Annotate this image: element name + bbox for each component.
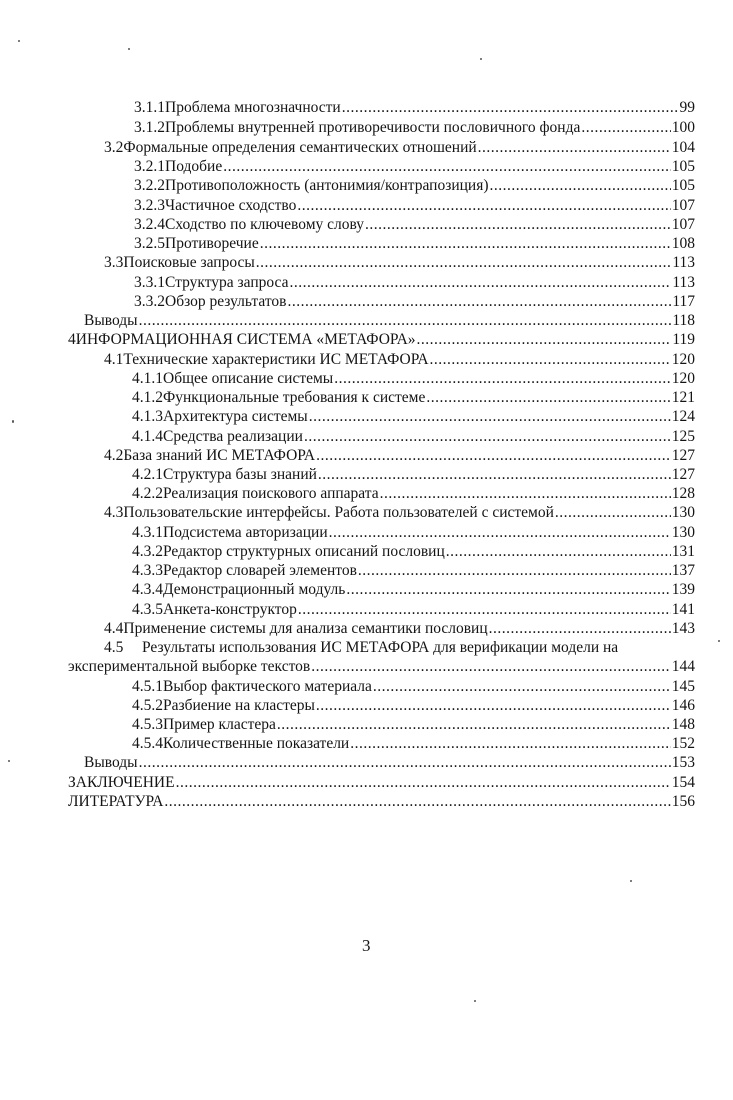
toc-leader (581, 118, 670, 137)
toc-leader (304, 427, 671, 446)
toc-page: 119 (672, 331, 695, 348)
toc-title: Частичное сходство (165, 197, 297, 214)
toc-number: 3.3.2 (134, 293, 165, 310)
toc-entry[interactable] (68, 657, 695, 676)
toc-page: 108 (671, 235, 695, 252)
toc-page: 125 (671, 428, 695, 445)
toc-title: Анкета-конструктор (163, 601, 297, 618)
toc-title: Выбор фактического материала (163, 678, 372, 695)
toc-leader (329, 523, 671, 542)
toc-leader (223, 157, 671, 176)
toc-leader (260, 234, 671, 253)
toc-leader (365, 215, 671, 234)
toc-number: 4.3.1 (132, 524, 163, 541)
toc-number: 3.3 (104, 254, 124, 271)
toc-entry[interactable] (132, 696, 695, 715)
toc-page: 113 (672, 274, 695, 291)
toc-page: 153 (671, 754, 695, 771)
toc-page: 99 (679, 99, 695, 116)
toc-entry[interactable] (132, 407, 695, 426)
toc-page: 104 (671, 139, 695, 156)
toc-page: 130 (671, 524, 695, 541)
toc-entry[interactable] (132, 427, 695, 446)
toc-entry[interactable] (104, 138, 695, 157)
toc-entry[interactable] (104, 619, 695, 638)
scan-speck (480, 58, 482, 60)
toc-leader (417, 330, 672, 349)
toc-leader (309, 407, 671, 426)
scan-speck (474, 1000, 476, 1002)
toc-leader (342, 98, 679, 117)
toc-title: Выводы (84, 312, 138, 329)
toc-page: 118 (672, 312, 695, 329)
toc-entry[interactable] (132, 542, 695, 561)
toc-entry[interactable] (134, 215, 695, 234)
toc-number: 3.3.1 (134, 274, 165, 291)
toc-page: 154 (671, 774, 695, 791)
toc-leader (139, 311, 672, 330)
toc-number: 3.2.5 (134, 235, 165, 252)
toc-number: 4.1.4 (132, 428, 163, 445)
toc-title: Разбиение на кластеры (163, 697, 315, 714)
scan-speck (8, 760, 10, 762)
toc-title: Количественные показатели (163, 735, 350, 752)
toc-leader (490, 176, 671, 195)
toc-leader (358, 561, 671, 580)
toc-page: 131 (671, 543, 695, 560)
toc-page: 127 (671, 447, 695, 464)
toc-title: Технические характеристики ИС МЕТАФОРА (123, 351, 429, 368)
toc-entry[interactable] (68, 792, 695, 811)
toc-title: Проблемы внутренней противоречивости пословичного фонда (165, 119, 581, 136)
toc-page: 130 (671, 504, 695, 521)
scan-speck (18, 40, 20, 42)
toc-leader (334, 369, 671, 388)
toc-entry[interactable] (134, 196, 695, 215)
toc-number: 4.5.3 (132, 716, 163, 733)
toc-title: Структура запроса (165, 274, 289, 291)
toc-leader (298, 600, 671, 619)
toc-number: 4.5.4 (132, 735, 163, 752)
toc-leader (277, 715, 671, 734)
toc-number: 4.5.2 (132, 697, 163, 714)
toc-leader (176, 773, 671, 792)
toc-entry[interactable] (68, 773, 695, 792)
toc-number: 4.2.1 (132, 466, 163, 483)
toc-entry[interactable] (134, 292, 695, 311)
toc-entry[interactable] (132, 580, 695, 599)
toc-leader (555, 503, 671, 522)
page-number: 3 (362, 936, 371, 955)
toc-page: 107 (671, 197, 695, 214)
toc-leader (318, 465, 671, 484)
toc-leader (256, 253, 672, 272)
toc-leader (297, 196, 670, 215)
toc-page: 139 (671, 581, 695, 598)
toc-page: 143 (671, 620, 695, 637)
toc-number: 4.3.4 (132, 581, 163, 598)
toc-entry[interactable] (132, 369, 695, 388)
toc-entry[interactable] (104, 446, 695, 465)
toc-page: 141 (671, 601, 695, 618)
toc-title: Применение системы для анализа семантики пословиц (123, 620, 488, 637)
toc-title: Пользовательские интерфейсы. Работа пользователей с системой (123, 504, 554, 521)
toc-number: 4.1.3 (132, 408, 163, 425)
toc-title: Проблема многозначности (165, 99, 341, 116)
toc-page: 146 (671, 697, 695, 714)
toc-title: Пример кластера (163, 716, 276, 733)
toc-entry[interactable] (132, 465, 695, 484)
toc-entry[interactable] (132, 484, 695, 503)
toc-number: 4.2 (104, 447, 124, 464)
toc-number: 4.1 (104, 351, 124, 368)
toc-title: Редактор словарей элементов (163, 562, 357, 579)
toc-page: 127 (671, 466, 695, 483)
toc-title: Общее описание системы (163, 370, 334, 387)
toc-page: 145 (671, 678, 695, 695)
toc-title: Подсистема авторизации (163, 524, 328, 541)
toc-leader (478, 138, 671, 157)
toc-title: База знаний ИС МЕТАФОРА (123, 447, 316, 464)
scan-speck (128, 48, 130, 50)
toc-entry[interactable] (134, 98, 695, 117)
toc-title: Средства реализации (163, 428, 303, 445)
toc-leader (139, 753, 671, 772)
toc-number: 3.2.1 (134, 158, 165, 175)
toc-title: Противоречие (165, 235, 259, 252)
toc-entry[interactable] (134, 273, 695, 292)
toc-page: 120 (671, 370, 695, 387)
toc-page: 105 (671, 177, 695, 194)
toc-entry[interactable] (132, 715, 695, 734)
toc-title: Архитектура системы (163, 408, 308, 425)
toc-title-continuation: экспериментальной выборке текстов (68, 658, 311, 675)
toc-title: Формальные определения семантических отношений (123, 139, 477, 156)
toc-page: 100 (671, 119, 695, 136)
toc-leader (380, 484, 671, 503)
toc-title: Реализация поискового аппарата (163, 485, 379, 502)
toc-page: 152 (671, 735, 695, 752)
toc-entry[interactable] (104, 350, 695, 369)
toc-leader (311, 657, 671, 676)
toc-entry[interactable] (84, 311, 695, 330)
toc-number: 3.2 (104, 139, 124, 156)
toc-number: 3.1.2 (134, 119, 165, 136)
toc-title: Результаты использования ИС МЕТАФОРА для верификации модели на (142, 639, 619, 656)
toc-page: 120 (671, 351, 695, 368)
toc-title: Редактор структурных описаний пословиц (163, 543, 445, 560)
scan-speck (12, 420, 14, 423)
toc-number: 4 (68, 331, 76, 348)
toc-number: 3.2.2 (134, 177, 165, 194)
toc-title: Подобие (165, 158, 223, 175)
toc-title: ЗАКЛЮЧЕНИЕ (68, 774, 175, 791)
toc-entry[interactable] (68, 330, 695, 349)
toc-number: 4.3 (104, 504, 124, 521)
toc-entry[interactable] (104, 503, 695, 522)
toc-entry[interactable] (132, 388, 695, 407)
toc-entry[interactable] (134, 157, 695, 176)
toc-entry[interactable] (134, 118, 695, 137)
toc-leader (489, 619, 671, 638)
toc-number: 4.2.2 (132, 485, 163, 502)
toc-entry[interactable] (134, 176, 695, 195)
toc-page: 117 (672, 293, 695, 310)
toc-leader (446, 542, 671, 561)
toc-number: 3.2.3 (134, 197, 165, 214)
toc-page: 137 (671, 562, 695, 579)
toc-page: 128 (671, 485, 695, 502)
toc-entry[interactable] (132, 734, 695, 753)
toc-entry[interactable] (132, 677, 695, 696)
toc-leader (346, 580, 670, 599)
toc-page: 148 (671, 716, 695, 733)
toc-number: 4.1.1 (132, 370, 163, 387)
toc-entry[interactable] (134, 234, 695, 253)
toc-number: 3.2.4 (134, 216, 165, 233)
toc-title: Противоположность (антонимия/контрапозиция) (165, 177, 489, 194)
toc-page: 113 (672, 254, 695, 271)
toc-number: 3.1.1 (134, 99, 165, 116)
toc-title: ЛИТЕРАТУРА (68, 793, 164, 810)
toc-title: Поисковые запросы (123, 254, 255, 271)
toc-entry[interactable] (132, 523, 695, 542)
toc-entry-wrapped-first-line[interactable] (104, 638, 618, 657)
toc-number: 4.5 (104, 639, 124, 656)
toc-number: 4.3.2 (132, 543, 163, 560)
toc-leader (289, 273, 671, 292)
toc-title: Выводы (84, 754, 138, 771)
toc-page: 121 (671, 389, 695, 406)
toc-page: 105 (671, 158, 695, 175)
toc-leader (287, 292, 671, 311)
toc-page: 124 (671, 408, 695, 425)
scan-speck (630, 880, 632, 882)
toc-leader (426, 388, 670, 407)
toc-leader (316, 696, 671, 715)
toc-entry[interactable] (132, 600, 695, 619)
toc-page: 144 (671, 658, 695, 675)
toc-leader (430, 350, 671, 369)
toc-number: 4.3.5 (132, 601, 163, 618)
toc-title: ИНФОРМАЦИОННАЯ СИСТЕМА «МЕТАФОРА» (75, 331, 416, 348)
toc-number: 4.1.2 (132, 389, 163, 406)
toc-entry[interactable] (84, 753, 695, 772)
toc-entry[interactable] (132, 561, 695, 580)
toc-leader (350, 734, 671, 753)
toc-number: 4.5.1 (132, 678, 163, 695)
toc-title: Функциональные требования к системе (163, 389, 426, 406)
toc-title: Структура базы знаний (163, 466, 317, 483)
toc-number: 4.3.3 (132, 562, 163, 579)
scan-speck (718, 640, 720, 642)
toc-leader (164, 792, 670, 811)
toc-page: 156 (671, 793, 695, 810)
toc-page: 107 (671, 216, 695, 233)
toc-entry[interactable] (104, 253, 695, 272)
toc-leader (373, 677, 671, 696)
toc-title: Сходство по ключевому слову (165, 216, 365, 233)
toc-number: 4.4 (104, 620, 124, 637)
toc-title: Демонстрационный модуль (163, 581, 346, 598)
toc-leader (316, 446, 671, 465)
toc-title: Обзор результатов (165, 293, 287, 310)
